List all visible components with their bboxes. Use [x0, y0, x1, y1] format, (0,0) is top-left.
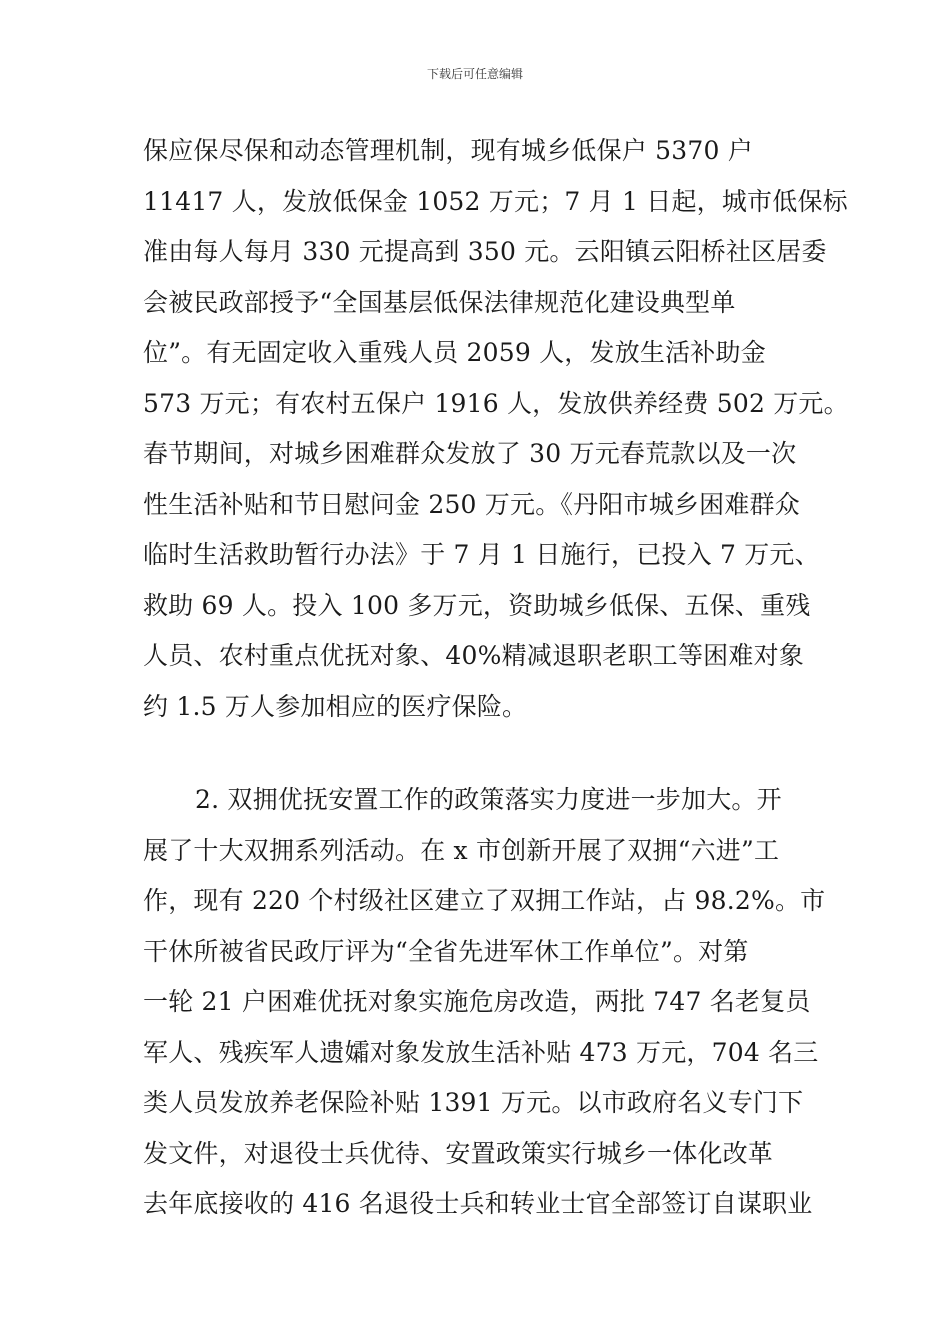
text-line: 作，现有 220 个村级社区建立了双拥工作站，占 98.2%。市 — [143, 886, 826, 915]
text-line: 保应保尽保和动态管理机制，现有城乡低保户 5370 户 — [143, 136, 753, 165]
text-line: 发文件，对退役士兵优待、安置政策实行城乡一体化改革 — [143, 1138, 774, 1168]
text-line: 去年底接收的 416 名退役士兵和转业士官全部签订自谋职业 — [143, 1189, 813, 1218]
text-line: 类人员发放养老保险补贴 1391 万元。以市政府名义专门下 — [143, 1088, 804, 1117]
paragraph-support-placement — [143, 775, 826, 1230]
text-line: 人员、农村重点优抚对象、40%精减退职老职工等困难对象 — [143, 641, 804, 670]
text-line: 性生活补贴和节日慰问金 250 万元。《丹阳市城乡困难群众 — [143, 489, 800, 519]
paragraph-social-assistance — [143, 126, 849, 732]
text-line: 干休所被省民政厅评为“全省先进军休工作单位”。对第 — [143, 936, 749, 966]
text-line: 救助 69 人。投入 100 多万元，资助城乡低保、五保、重残 — [143, 590, 811, 620]
text-line: 一轮 21 户困难优抚对象实施危房改造，两批 747 名老复员 — [143, 987, 811, 1016]
text-line: 573 万元；有农村五保户 1916 人，发放供养经费 502 万元。 — [143, 388, 849, 418]
text-line: 军人、残疾军人遗孀对象发放生活补贴 473 万元，704 名三 — [143, 1037, 819, 1067]
text-line: 会被民政部授予“全国基层低保法律规范化建设典型单 — [143, 287, 736, 317]
text-line: 临时生活救助暂行办法》于 7 月 1 日施行，已投入 7 万元、 — [143, 540, 820, 569]
text-line: 约 1.5 万人参加相应的医疗保险。 — [143, 691, 528, 721]
text-line: 2. 双拥优抚安置工作的政策落实力度进一步加大。开 — [195, 785, 782, 814]
text-line: 位”。有无固定收入重残人员 2059 人，发放生活补助金 — [143, 338, 766, 367]
page-header-note: 下载后可任意编辑 — [426, 67, 523, 81]
text-line: 11417 人，发放低保金 1052 万元；7 月 1 日起，城市低保标 — [143, 186, 848, 216]
text-line: 展了十大双拥系列活动。在 x 市创新开展了双拥“六进”工 — [143, 835, 780, 865]
text-line: 春节期间，对城乡困难群众发放了 30 万元春荒款以及一次 — [143, 439, 797, 468]
text-line: 准由每人每月 330 元提高到 350 元。云阳镇云阳桥社区居委 — [143, 237, 827, 266]
